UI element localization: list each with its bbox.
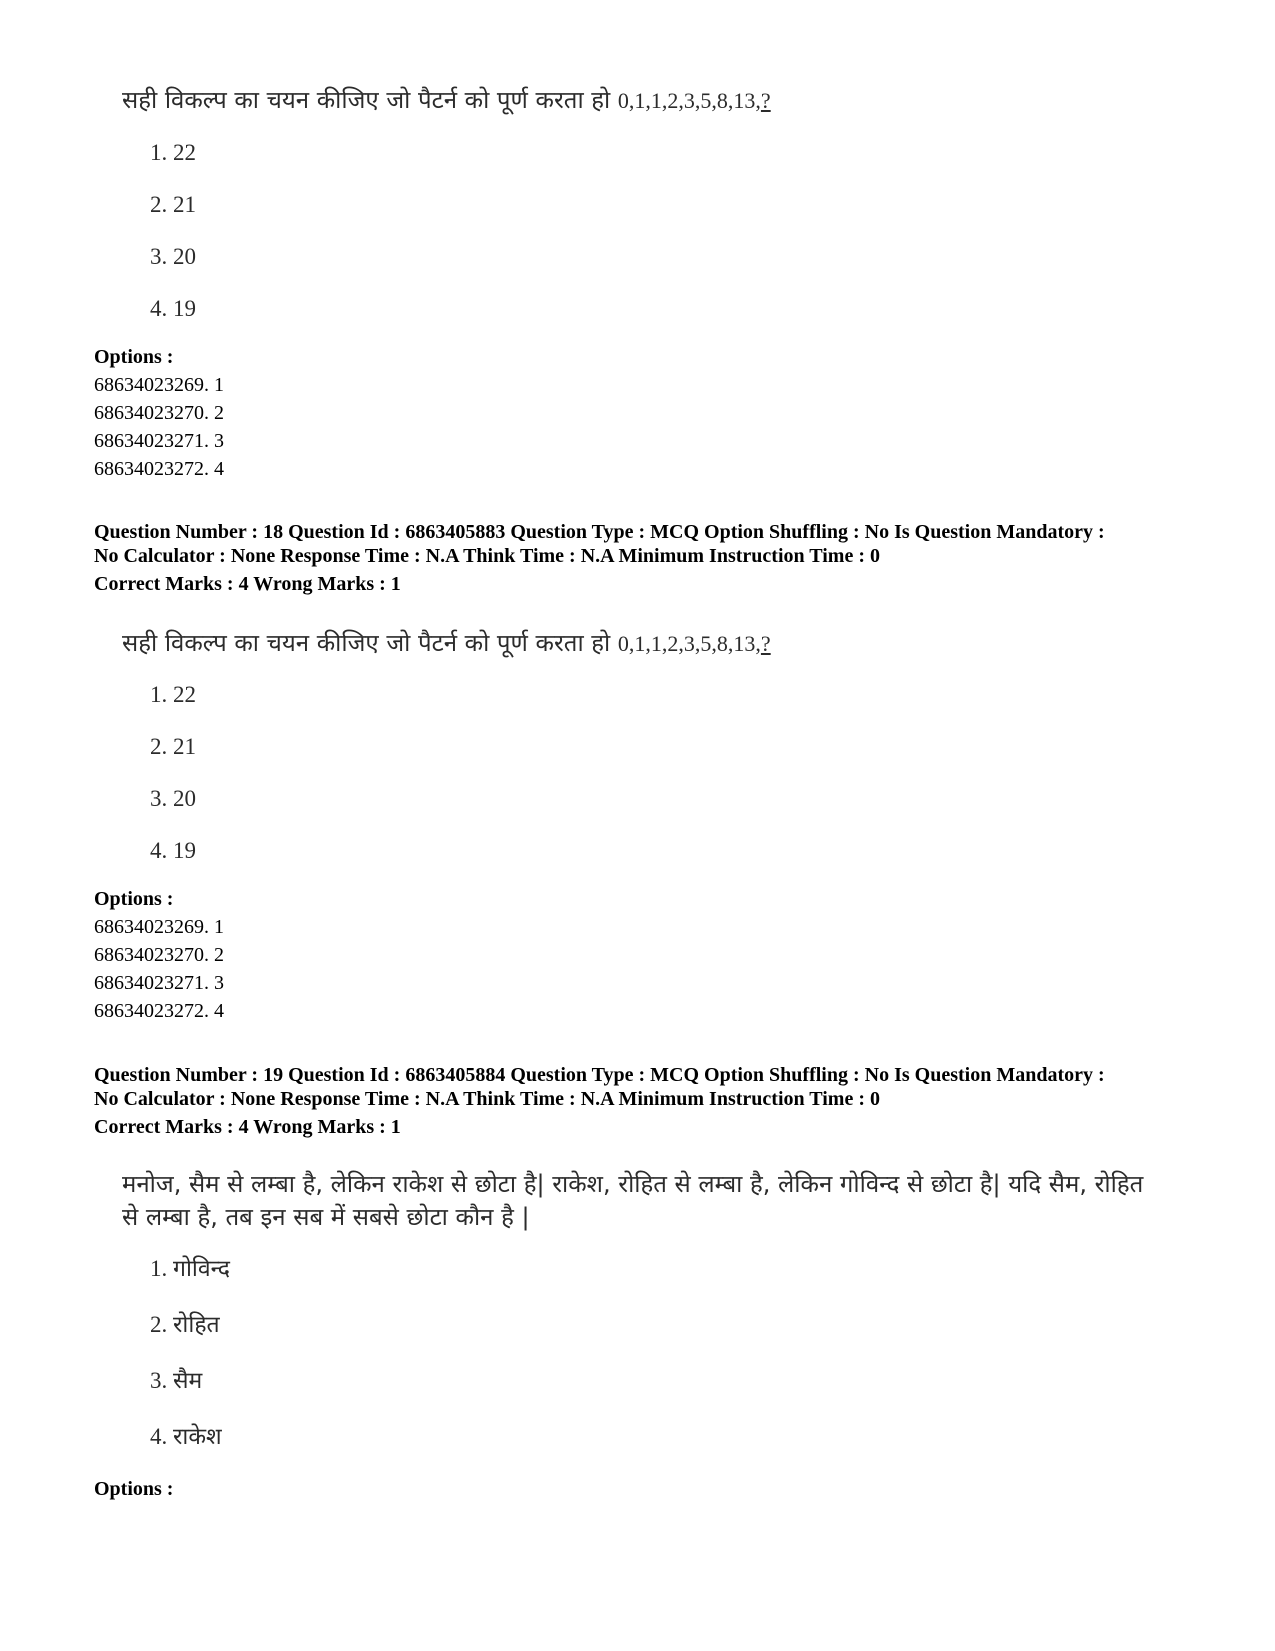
option-row: 68634023272. 4 — [94, 1000, 224, 1022]
choice-4: 4. 19 — [150, 296, 196, 321]
question-text-hindi: सही विकल्प का चयन कीजिए जो पैटर्न को पूर्ण करता हो — [122, 86, 611, 114]
options-heading: Options : — [94, 346, 174, 368]
question-blank: ? — [760, 88, 771, 113]
choice-1: 1. 22 — [150, 140, 196, 165]
choice-1: 1. गोविन्द — [150, 1256, 230, 1281]
option-row: 68634023272. 4 — [94, 458, 224, 480]
option-row: 68634023269. 1 — [94, 374, 224, 396]
choice-1: 1. 22 — [150, 682, 196, 707]
question-text — [122, 1168, 1182, 1234]
question-text-hindi: सही विकल्प का चयन कीजिए जो पैटर्न को पूर्ण करता हो — [122, 629, 611, 657]
question-text-line1: मनोज, सैम से लम्बा है, लेकिन राकेश से छोटा है| राकेश, रोहित से लम्बा है, लेकिन गोविन्द से छोटा है| यदि सैम, रोहित — [122, 1170, 1144, 1198]
question-sequence: 0,1,1,2,3,5,8,13, — [617, 631, 761, 656]
option-row: 68634023269. 1 — [94, 916, 224, 938]
question-meta-line2: No Calculator : None Response Time : N.A Think Time : N.A Minimum Instruction Time : 0 — [94, 1088, 880, 1110]
options-heading: Options : — [94, 1478, 174, 1500]
choice-2: 2. 21 — [150, 734, 196, 759]
choice-4: 4. 19 — [150, 838, 196, 863]
question-sequence: 0,1,1,2,3,5,8,13, — [617, 88, 761, 113]
question-meta — [94, 520, 1214, 596]
question-text — [122, 84, 1182, 117]
question-blank: ? — [760, 631, 771, 656]
choice-3: 3. 20 — [150, 244, 196, 269]
option-row: 68634023270. 2 — [94, 402, 224, 424]
question-meta-line1: Question Number : 18 Question Id : 6863405883 Question Type : MCQ Option Shuffling : No Is Question Mandatory : — [94, 521, 1105, 543]
question-meta-line2: No Calculator : None Response Time : N.A Think Time : N.A Minimum Instruction Time : 0 — [94, 545, 880, 567]
choice-3: 3. 20 — [150, 786, 196, 811]
question-marks: Correct Marks : 4 Wrong Marks : 1 — [94, 573, 401, 595]
options-heading: Options : — [94, 888, 174, 910]
question-marks: Correct Marks : 4 Wrong Marks : 1 — [94, 1116, 401, 1138]
question-text — [122, 627, 1182, 660]
option-row: 68634023271. 3 — [94, 430, 224, 452]
choice-2: 2. 21 — [150, 192, 196, 217]
option-row: 68634023270. 2 — [94, 944, 224, 966]
choice-3: 3. सैम — [150, 1368, 203, 1393]
question-meta-line1: Question Number : 19 Question Id : 6863405884 Question Type : MCQ Option Shuffling : No Is Question Mandatory : — [94, 1064, 1105, 1086]
choice-4: 4. राकेश — [150, 1424, 222, 1449]
question-meta — [94, 1063, 1214, 1139]
question-text-line2: से लम्बा है, तब इन सब में सबसे छोटा कौन है | — [122, 1203, 530, 1231]
choice-2: 2. रोहित — [150, 1312, 220, 1337]
option-row: 68634023271. 3 — [94, 972, 224, 994]
